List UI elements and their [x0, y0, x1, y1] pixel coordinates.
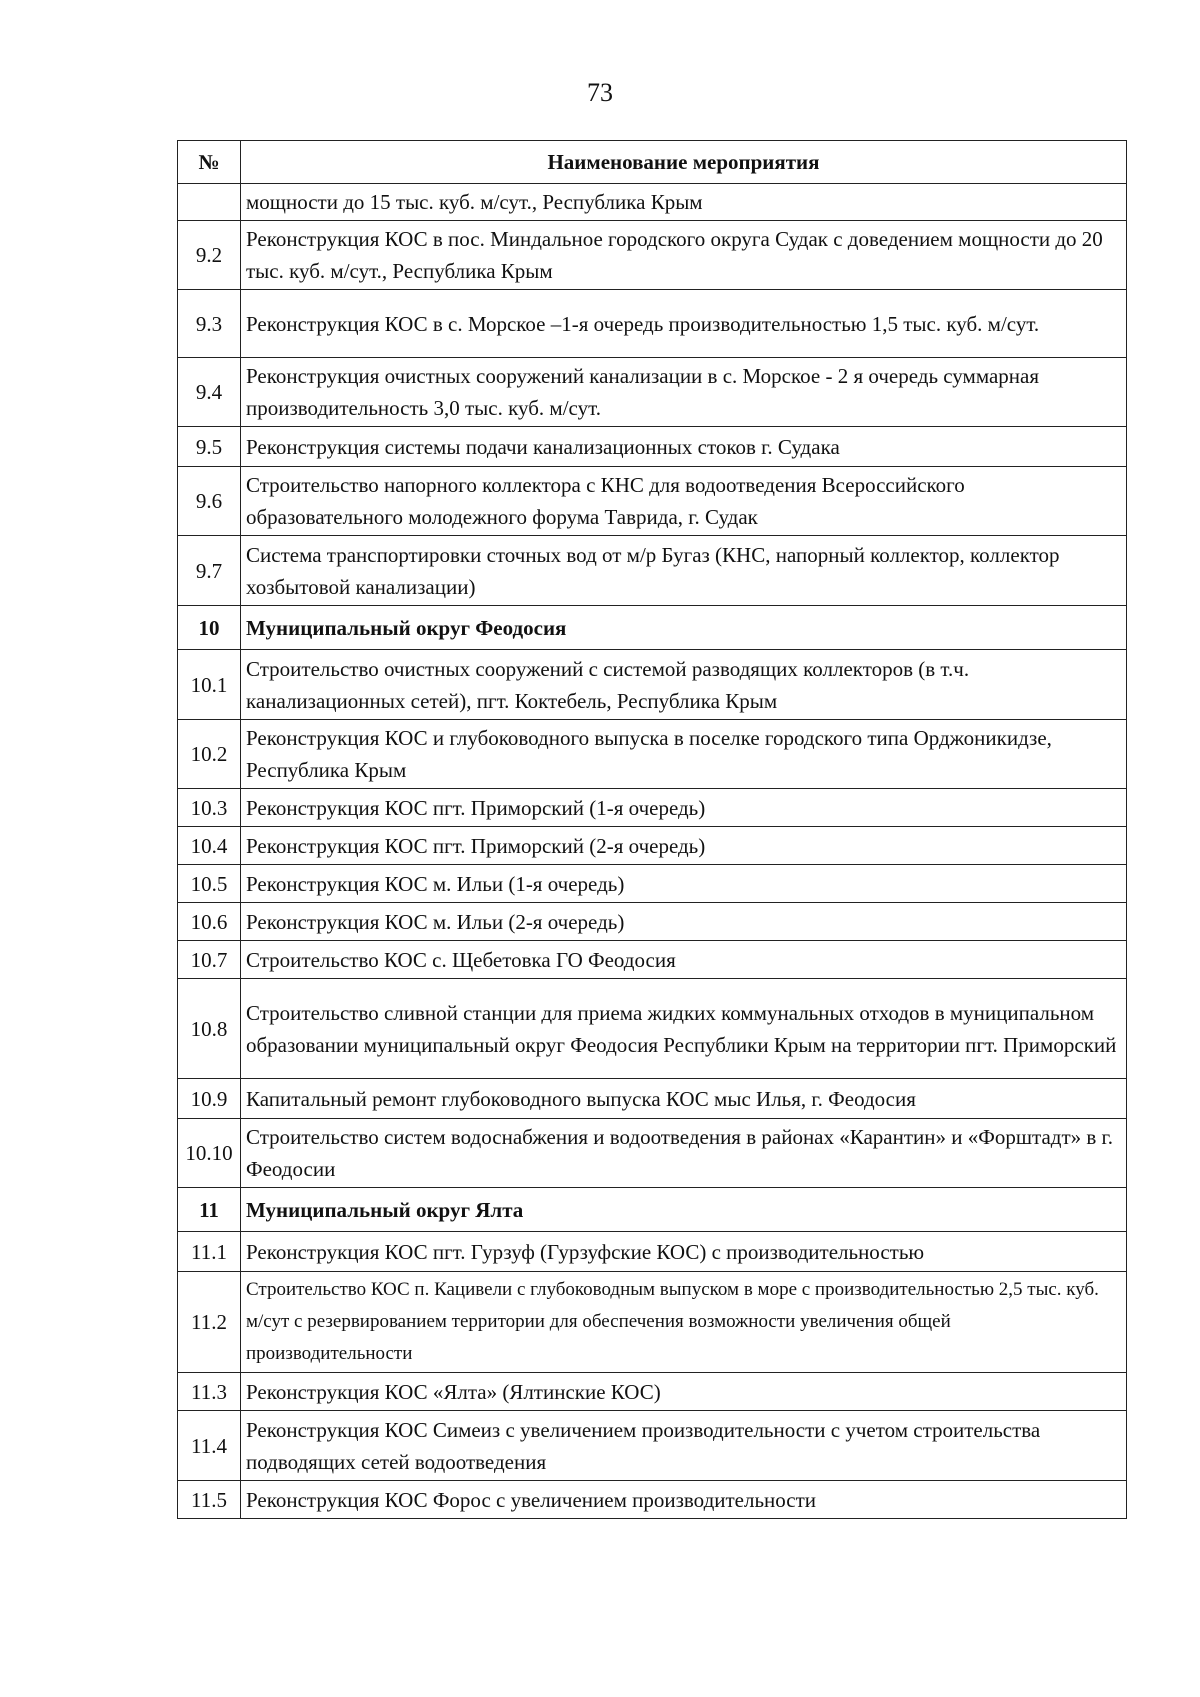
table-row — [178, 1272, 1127, 1373]
row-text: Реконструкция КОС «Ялта» (Ялтинские КОС) — [241, 1373, 1127, 1411]
row-number: 9.7 — [178, 536, 241, 606]
row-number: 11.1 — [178, 1232, 241, 1272]
table-row — [178, 221, 1127, 290]
row-text: Капитальный ремонт глубоководного выпуска КОС мыс Илья, г. Феодосия — [241, 1079, 1127, 1119]
row-number: 10.4 — [178, 827, 241, 865]
row-number: 10.6 — [178, 903, 241, 941]
row-number: 9.5 — [178, 427, 241, 467]
table-row — [178, 1373, 1127, 1411]
row-text: Строительство систем водоснабжения и водоотведения в районах «Карантин» и «Форштадт» в г. Феодосии — [241, 1119, 1127, 1188]
row-number: 10.7 — [178, 941, 241, 979]
row-text: мощности до 15 тыс. куб. м/сут., Республика Крым — [241, 184, 1127, 221]
row-text: Реконструкция КОС и глубоководного выпуска в поселке городского типа Орджоникидзе, Республика Крым — [241, 720, 1127, 789]
table-row — [178, 427, 1127, 467]
section-row — [178, 1188, 1127, 1232]
row-text: Реконструкция КОС в пос. Миндальное городского округа Судак с доведением мощности до 20 тыс. куб. м/сут., Республика Крым — [241, 221, 1127, 290]
page-number: 73 — [587, 78, 613, 107]
row-number: 10.1 — [178, 650, 241, 720]
table-row — [178, 1232, 1127, 1272]
row-text: Строительство КОС п. Кацивели с глубоководным выпуском в море с производительностью 2,5 тыс. куб. м/сут с резервированием территории для обеспечения возможности увеличения общей производительности — [241, 1272, 1127, 1373]
row-number: 10.2 — [178, 720, 241, 789]
table-row — [178, 1119, 1127, 1188]
section-row — [178, 606, 1127, 650]
table-row — [178, 720, 1127, 789]
table-row — [178, 827, 1127, 865]
table-row — [178, 467, 1127, 536]
table-row — [178, 536, 1127, 606]
row-number: 10.9 — [178, 1079, 241, 1119]
table-row — [178, 290, 1127, 358]
row-text: Реконструкция системы подачи канализационных стоков г. Судака — [241, 427, 1127, 467]
row-text: Строительство КОС с. Щебетовка ГО Феодосия — [241, 941, 1127, 979]
row-number: 10.5 — [178, 865, 241, 903]
row-number: 9.4 — [178, 358, 241, 427]
row-number: 9.6 — [178, 467, 241, 536]
row-number: 11.2 — [178, 1272, 241, 1373]
section-number: 10 — [178, 606, 241, 650]
table-row — [178, 184, 1127, 221]
row-text: Реконструкция КОС пгт. Приморский (2-я очередь) — [241, 827, 1127, 865]
table-row — [178, 789, 1127, 827]
row-text: Строительство напорного коллектора с КНС для водоотведения Всероссийского образовательного молодежного форума Таврида, г. Судак — [241, 467, 1127, 536]
row-text: Реконструкция КОС Симеиз с увеличением производительности с учетом строительства подводящих сетей водоотведения — [241, 1411, 1127, 1481]
table-header-row — [178, 141, 1127, 184]
header-number: № — [178, 141, 241, 184]
row-number: 9.3 — [178, 290, 241, 358]
header-measure-name: Наименование мероприятия — [241, 141, 1127, 184]
row-text: Система транспортировки сточных вод от м/р Бугаз (КНС, напорный коллектор, коллектор хозбытовой канализации) — [241, 536, 1127, 606]
row-text: Строительство сливной станции для приема жидких коммунальных отходов в муниципальном образовании муниципальный округ Феодосия Республики Крым на территории пгт. Приморский — [241, 979, 1127, 1079]
measures-table — [177, 140, 1127, 1519]
row-text: Реконструкция КОС м. Ильи (2-я очередь) — [241, 903, 1127, 941]
row-text: Реконструкция КОС в с. Морское –1-я очередь производительностью 1,5 тыс. куб. м/сут. — [241, 290, 1127, 358]
section-number: 11 — [178, 1188, 241, 1232]
row-number: 10.3 — [178, 789, 241, 827]
section-title: Муниципальный округ Ялта — [241, 1188, 1127, 1232]
row-number: 10.10 — [178, 1119, 241, 1188]
table-row — [178, 865, 1127, 903]
table-row — [178, 358, 1127, 427]
row-number — [178, 184, 241, 221]
table-row — [178, 650, 1127, 720]
row-number: 11.4 — [178, 1411, 241, 1481]
row-number: 11.5 — [178, 1481, 241, 1519]
table-row — [178, 1079, 1127, 1119]
row-text: Реконструкция КОС м. Ильи (1-я очередь) — [241, 865, 1127, 903]
row-number: 9.2 — [178, 221, 241, 290]
section-title: Муниципальный округ Феодосия — [241, 606, 1127, 650]
table-row — [178, 979, 1127, 1079]
row-text: Реконструкция очистных сооружений канализации в с. Морское - 2 я очередь суммарная производительность 3,0 тыс. куб. м/сут. — [241, 358, 1127, 427]
table-row — [178, 941, 1127, 979]
table-row — [178, 1411, 1127, 1481]
row-text: Строительство очистных сооружений с системой разводящих коллекторов (в т.ч. канализационных сетей), пгт. Коктебель, Республика Крым — [241, 650, 1127, 720]
table-row — [178, 1481, 1127, 1519]
row-text: Реконструкция КОС пгт. Приморский (1-я очередь) — [241, 789, 1127, 827]
row-text: Реконструкция КОС пгт. Гурзуф (Гурзуфские КОС) с производительностью — [241, 1232, 1127, 1272]
row-number: 11.3 — [178, 1373, 241, 1411]
row-text: Реконструкция КОС Форос с увеличением производительности — [241, 1481, 1127, 1519]
row-number: 10.8 — [178, 979, 241, 1079]
table-row — [178, 903, 1127, 941]
